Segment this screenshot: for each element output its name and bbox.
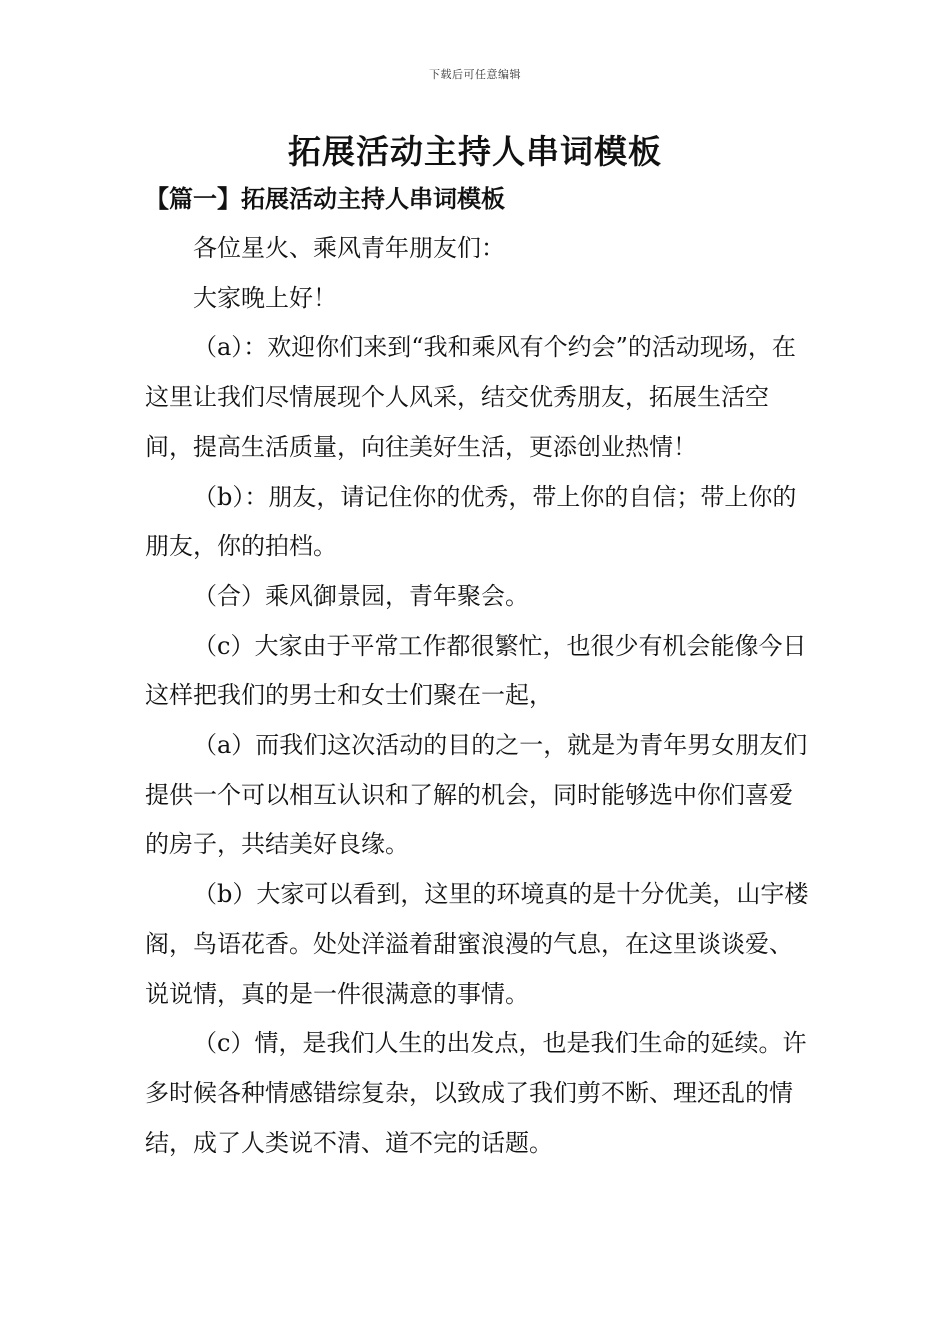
paragraph: （b）大家可以看到，这里的环境真的是十分优美，山宇楼阁，鸟语花香。处处洋溢着甜蜜浪漫的气息，在这里谈谈爱、说说情，真的是一件很满意的事情。 xyxy=(145,880,809,1008)
paragraph: （b）：朋友，请记住你的优秀，带上你的自信；带上你的朋友，你的拍档。 xyxy=(145,482,797,561)
paragraph: （合）乘风御景园，青年聚会。 xyxy=(193,581,529,610)
header-note: 下载后可任意编辑 xyxy=(429,68,521,81)
document-body xyxy=(145,224,810,1168)
paragraph: 大家晚上好！ xyxy=(193,283,337,312)
paragraph: （c）大家由于平常工作都很繁忙，也很少有机会能像今日这样把我们的男士和女士们聚在一起， xyxy=(145,631,807,710)
paragraph: （a）：欢迎你们来到“我和乘风有个约会”的活动现场，在这里让我们尽情展现个人风采，结交优秀朋友，拓展生活空间，提高生活质量，向往美好生活，更添创业热情！ xyxy=(145,333,796,461)
section-heading: 【篇一】拓展活动主持人串词模板 xyxy=(145,184,505,213)
paragraph: （a）而我们这次活动的目的之一，就是为青年男女朋友们提供一个可以相互认识和了解的机会，同时能够选中你们喜爱的房子，共结美好良缘。 xyxy=(145,731,808,859)
paragraph: 各位星火、乘风青年朋友们： xyxy=(193,234,505,262)
paragraph: （c）情，是我们人生的出发点，也是我们生命的延续。许多时候各种情感错综复杂，以致成了我们剪不断、理还乱的情结，成了人类说不清、道不完的话题。 xyxy=(145,1029,807,1157)
document-title: 拓展活动主持人串词模板 xyxy=(288,132,662,171)
